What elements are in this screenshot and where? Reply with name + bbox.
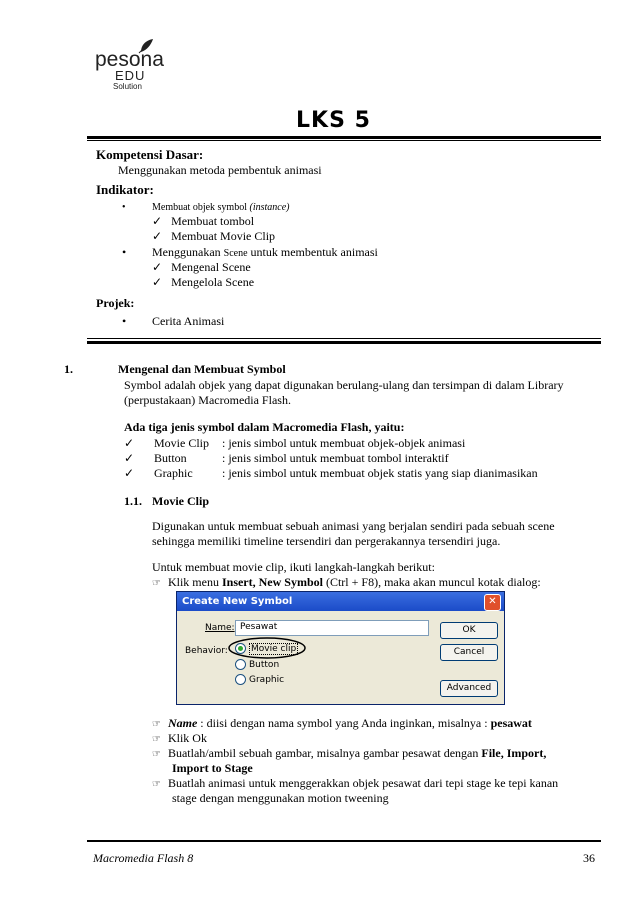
hand-pointer-icon: ☞ [152,578,161,589]
bullet-icon: • [122,314,127,328]
logo [95,38,175,93]
option-label: Graphic [249,675,285,685]
sub11-p2: sehingga memiliki timeline tersendiri dan pergerakannya tersendiri juga. [152,534,501,548]
cancel-button[interactable]: Cancel [440,644,498,661]
indikator-b1-sub2 [152,229,275,244]
step-name-value: pesawat [490,716,532,730]
check-icon [152,229,162,243]
step-import [152,746,546,762]
section1-p2: (perpustakaan) Macromedia Flash. [124,393,291,407]
create-symbol-dialog [176,591,505,705]
sub11-heading: Movie Clip [152,494,209,508]
name-value: Pesawat [240,622,278,632]
step-name-text: : diisi dengan nama symbol yang Anda inginkan, misalnya : [197,716,491,730]
check-icon [152,214,162,228]
indikator-b2-text: Menggunakan [152,245,224,259]
sub-item-label: Mengelola Scene [171,275,255,289]
footer-left: Macromedia Flash 8 [93,851,194,865]
type-name: Graphic [154,466,193,480]
step-animate [152,776,558,792]
radio-button[interactable] [235,659,279,670]
section1-number: 1. [64,362,73,376]
highlight-ellipse [227,636,307,660]
indikator-b1-text: Membuat objek symbol [152,202,250,213]
step-animate-text: Buatlah animasi untuk menggerakkan objek pesawat dari tepi stage ke tepi kanan [167,776,559,790]
radio-icon [235,659,246,670]
sub-item-label: Membuat Movie Clip [171,229,276,243]
projek-heading: Projek: [96,296,135,310]
step-name [152,716,532,732]
sub-item-label: Membuat tombol [171,214,255,228]
section1-heading: Mengenal dan Membuat Symbol [118,362,286,376]
radio-graphic[interactable] [235,674,284,685]
check-icon [124,466,134,480]
option-label: Button [249,660,280,670]
advanced-button[interactable]: Advanced [440,680,498,697]
step-klik-ok-text: Klik Ok [167,731,207,745]
type-item [124,451,449,466]
type-item [124,436,466,451]
behavior-label: Behavior: [185,646,228,656]
sub11-p1: Digunakan untuk membuat sebuah animasi yang berjalan sendiri pada sebuah scene [152,519,555,533]
page-title: LKS 5 [296,108,371,133]
type-desc: : jenis simbol untuk membuat objek-objek animasi [222,436,466,450]
footer-rule [87,840,601,842]
step1-text: Klik menu [167,575,222,589]
indikator-heading: Indikator: [96,182,154,197]
type-name: Button [154,451,187,465]
hand-pointer-icon: ☞ [152,749,161,760]
kompetensi-text: Menggunakan metoda pembentuk animasi [118,163,322,177]
step-klik-ok [152,731,207,747]
indikator-b1-italic: (instance) [249,202,290,213]
step-import-bold: File, Import, [481,746,547,760]
title-rule-thin [87,140,601,141]
hand-pointer-icon: ☞ [152,719,161,730]
type-desc: : jenis simbol untuk membuat tombol interaktif [222,451,449,465]
logo-line3: Solution [113,82,142,91]
sub11-number: 1.1. [124,494,142,508]
ok-button[interactable]: OK [440,622,498,639]
types-heading: Ada tiga jenis symbol dalam Macromedia Flash, yaitu: [124,420,405,434]
check-icon [124,436,134,450]
bullet-icon: • [122,202,126,213]
indikator-b2-sub1 [152,260,251,275]
check-icon [124,451,134,465]
indikator-b2-sub2 [152,275,254,290]
section-rule [87,341,601,344]
name-label: Name: [205,623,235,633]
type-name: Movie Clip [154,436,210,450]
step1-text2: (Ctrl + F8), maka akan muncul kotak dialog: [322,575,541,589]
logo-line1: pesona [95,48,164,71]
projek-item: Cerita Animasi [152,314,225,328]
kompetensi-heading: Kompetensi Dasar: [96,147,204,162]
step-name-label: Name [167,716,198,730]
step-import-text: Buatlah/ambil sebuah gambar, misalnya gambar pesawat dengan [167,746,482,760]
logo-line2: EDU [115,68,146,83]
bullet-icon: • [122,245,127,259]
option-label: Movie clip [251,644,297,654]
name-input[interactable] [235,620,429,636]
close-icon[interactable]: ✕ [484,594,501,611]
indikator-b2-scene: Scene [223,248,248,259]
indikator-b2-text2: untuk membentuk animasi [247,245,378,259]
hand-pointer-icon: ☞ [152,734,161,745]
hand-pointer-icon: ☞ [152,779,161,790]
step-import-line2: Import to Stage [172,761,253,775]
type-desc: : jenis simbol untuk membuat objek statis yang siap dianimasikan [222,466,538,480]
type-item [124,466,538,481]
title-rule [87,136,601,139]
step-animate-line2: stage dengan menggunakan motion tweening [172,791,389,805]
step1-bold: Insert, New Symbol [221,575,323,589]
radio-icon [235,674,246,685]
page-number: 36 [583,851,595,865]
check-icon [152,275,162,289]
check-icon [152,260,162,274]
indikator-b1-sub1 [152,214,254,229]
dialog-title: Create New Symbol [177,592,504,611]
section1-p1: Symbol adalah objek yang dapat digunakan berulang-ulang dan tersimpan di dalam Library [124,378,564,392]
sub-item-label: Mengenal Scene [171,260,251,274]
section-rule-thin [87,338,601,339]
sub11-step1 [152,575,541,591]
sub11-p3: Untuk membuat movie clip, ikuti langkah-langkah berikut: [152,560,435,574]
